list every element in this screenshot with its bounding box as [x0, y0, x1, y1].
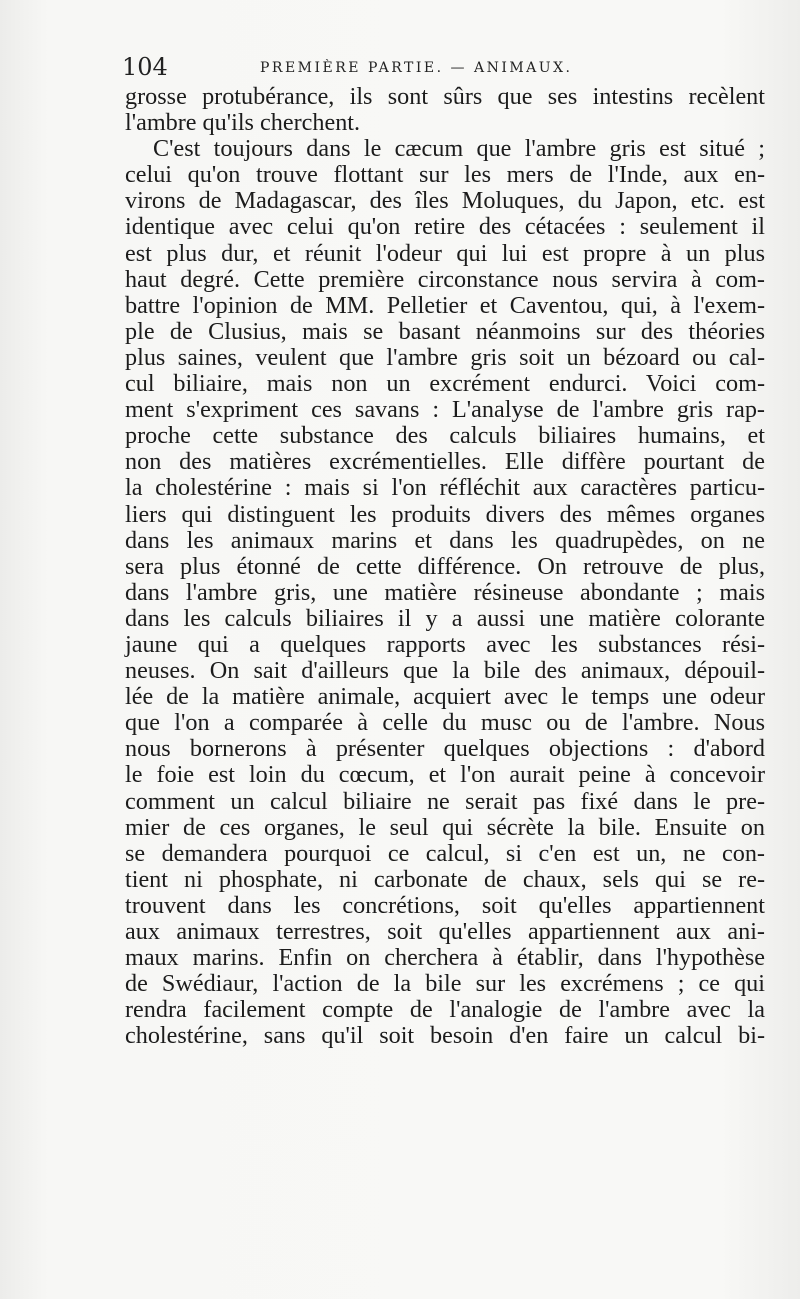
text-line: est plus dur, et réunit l'odeur qui lui est propre à un plus — [125, 239, 765, 267]
text-line: nous bornerons à présenter quelques objections : d'abord — [125, 735, 765, 763]
body-text — [125, 84, 765, 1049]
page-number: 104 — [122, 53, 168, 81]
text-line: se demandera pourquoi ce calcul, si c'en est un, ne con- — [125, 839, 765, 867]
text-line: cholestérine, sans qu'il soit besoin d'en faire un calcul bi- — [125, 1022, 765, 1050]
text-line: liers qui distinguent les produits divers des mêmes organes — [125, 500, 765, 528]
text-line: identique avec celui qu'on retire des cétacées : seulement il — [125, 213, 765, 241]
text-line: dans les animaux marins et dans les quadrupèdes, on ne — [125, 526, 765, 554]
text-line: de Swédiaur, l'action de la bile sur les excrémens ; ce qui — [125, 970, 765, 998]
text-line: battre l'opinion de MM. Pelletier et Caventou, qui, à l'exem- — [125, 291, 765, 319]
text-line: le foie est loin du cœcum, et l'on aurait peine à concevoir — [125, 761, 765, 789]
text-line: sera plus étonné de cette différence. On retrouve de plus, — [125, 552, 765, 580]
text-line: que l'on a comparée à celle du musc ou de l'ambre. Nous — [125, 709, 765, 737]
text-line: non des matières excrémentielles. Elle diffère pourtant de — [125, 448, 765, 476]
text-line: dans l'ambre gris, une matière résineuse abondante ; mais — [125, 578, 765, 606]
text-line: neuses. On sait d'ailleurs que la bile des animaux, dépouil- — [125, 657, 765, 685]
text-line: proche cette substance des calculs biliaires humains, et — [125, 422, 765, 450]
text-line: virons de Madagascar, des îles Moluques, du Japon, etc. est — [125, 187, 765, 215]
text-line: aux animaux terrestres, soit qu'elles appartiennent aux ani- — [125, 918, 765, 945]
text-line: grosse protubérance, ils sont sûrs que ses intestins recèlent — [125, 83, 765, 110]
text-line: C'est toujours dans le cæcum que l'ambre gris est situé ; — [153, 135, 765, 163]
text-line: ple de Clusius, mais se basant néanmoins sur des théories — [125, 317, 765, 345]
text-line: plus saines, veulent que l'ambre gris soit un bézoard ou cal- — [125, 343, 765, 371]
text-line: dans les calculs biliaires il y a aussi une matière colorante — [125, 604, 765, 632]
text-line: haut degré. Cette première circonstance nous servira à com- — [125, 265, 765, 293]
text-line: ment s'expriment ces savans : L'analyse de l'ambre gris rap- — [125, 396, 765, 424]
text-line: tient ni phosphate, ni carbonate de chaux, sels qui se re- — [125, 865, 765, 893]
text-line: lée de la matière animale, acquiert avec le temps une odeur — [125, 683, 765, 711]
text-line: celui qu'on trouve flottant sur les mers de l'Inde, aux en- — [125, 161, 765, 189]
text-line: jaune qui a quelques rapports avec les substances rési- — [125, 630, 765, 658]
text-line: maux marins. Enfin on cherchera à établir, dans l'hypothèse — [125, 944, 765, 972]
text-line: trouvent dans les concrétions, soit qu'elles appartiennent — [125, 891, 765, 919]
text-line: comment un calcul biliaire ne serait pas fixé dans le pre- — [125, 787, 765, 815]
text-line: l'ambre qu'ils cherchent. — [125, 109, 361, 137]
text-line: rendra facilement compte de l'analogie de l'ambre avec la — [125, 996, 765, 1024]
page-header — [122, 52, 762, 82]
running-head: PREMIÈRE PARTIE. — ANIMAUX. — [260, 60, 573, 76]
text-line: cul biliaire, mais non un excrément endurci. Voici com- — [125, 370, 765, 398]
text-line: la cholestérine : mais si l'on réfléchit aux caractères particu- — [125, 474, 765, 502]
text-line: mier de ces organes, le seul qui sécrète la bile. Ensuite on — [125, 813, 765, 841]
